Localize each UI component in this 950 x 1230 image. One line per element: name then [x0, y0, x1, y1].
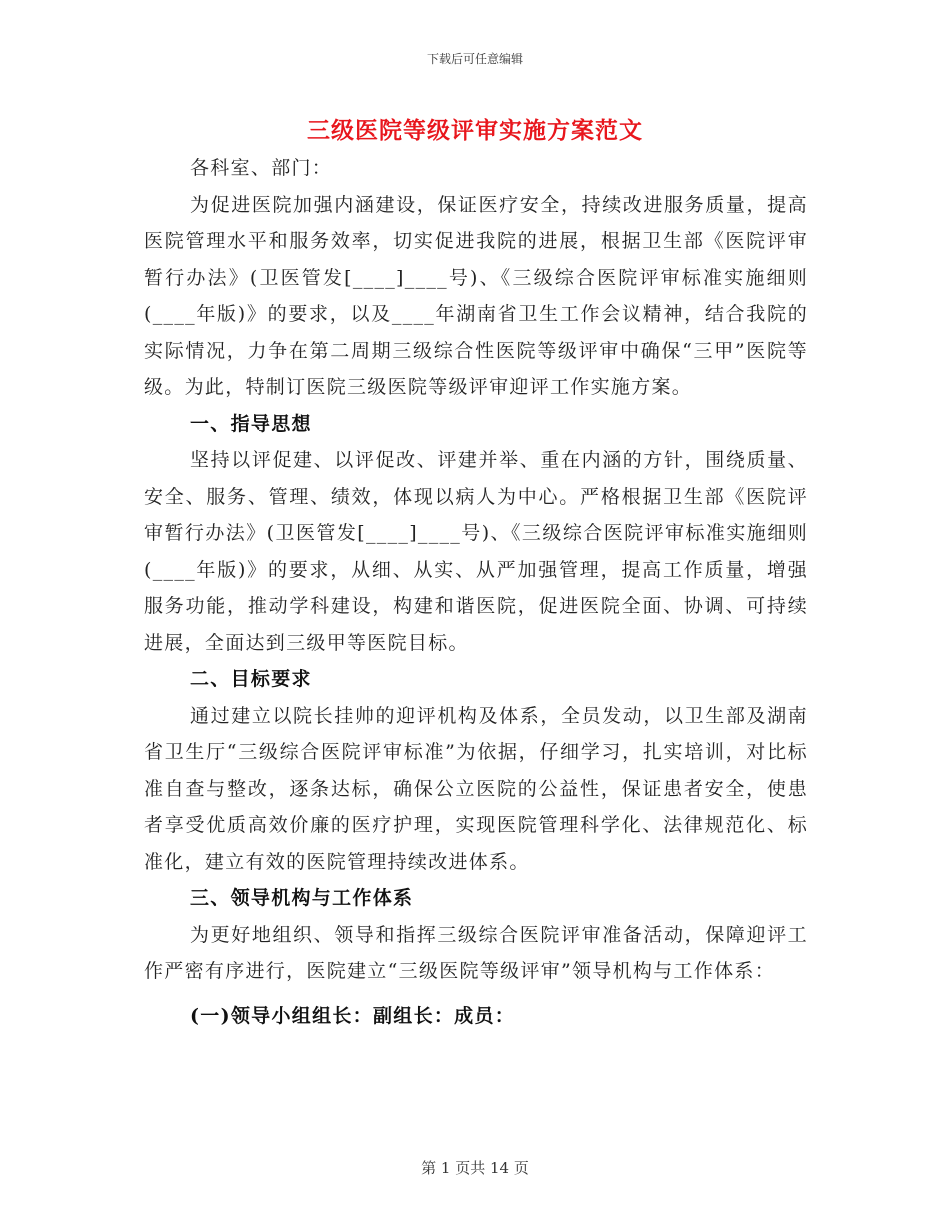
- document-title: 三级医院等级评审实施方案范文: [307, 117, 643, 144]
- intro-paragraph: 为促进医院加强内涵建设，保证医疗安全，持续改进服务质量，提高医院管理水平和服务效率，切实促进我院的进展，根据卫生部《医院评审暂行办法》(卫医管发[____]____号)、《三级综合医院评审标准实施细则(____年版)》的要求，以及____年湖南省卫生工作会议精神，结合我院的实际情况，力争在第二周期三级综合性医院等级评审中确保“三甲”医院等级。为此，特制订医院三级医院等级评审迎评工作实施方案。: [144, 193, 808, 398]
- page-header-note: 下载后可任意编辑: [426, 52, 523, 66]
- document-body: [144, 150, 808, 1034]
- salutation: 各科室、部门：: [190, 157, 333, 179]
- section-body-guiding-thought: 坚持以评促建、以评促改、评建并举、重在内涵的方针，围绕质量、安全、服务、管理、绩效，体现以病人为中心。严格根据卫生部《医院评审暂行办法》(卫医管发[____]____号)、《三级综合医院评审标准实施细则(____年版)》的要求，从细、从实、从严加强管理，提高工作质量，增强服务功能，推动学科建设，构建和谐医院，促进医院全面、协调、可持续进展，全面达到三级甲等医院目标。: [144, 449, 808, 654]
- section-body-objectives: 通过建立以院长挂帅的迎评机构及体系，全员发动，以卫生部及湖南省卫生厅“三级综合医院评审标准”为依据，仔细学习，扎实培训，对比标准自查与整改，逐条达标，确保公立医院的公益性，保证患者安全，使患者享受优质高效价廉的医疗护理，实现医院管理科学化、法律规范化、标准化，建立有效的医院管理持续改进体系。: [144, 704, 808, 873]
- section-heading-guiding-thought: 一、指导思想: [190, 412, 312, 435]
- section-heading-objectives: 二、目标要求: [190, 668, 312, 690]
- page-footer-number: 第 1 页共 14 页: [421, 1159, 529, 1177]
- section-body-leadership: 为更好地组织、领导和指挥三级综合医院评审准备活动，保障迎评工作严密有序进行，医院建立“三级医院等级评审”领导机构与工作体系：: [144, 923, 808, 982]
- section-heading-leadership: 三、领导机构与工作体系: [190, 887, 414, 909]
- subheading-leadership-group: (一)领导小组组长：副组长：成员：: [190, 1004, 516, 1027]
